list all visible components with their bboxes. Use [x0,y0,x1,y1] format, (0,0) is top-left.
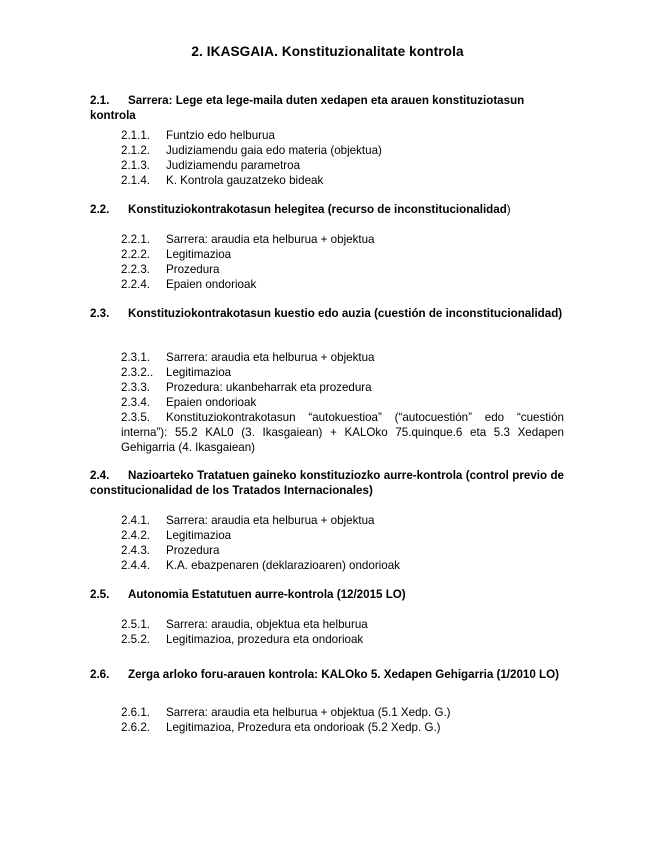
item-number: 2.1.4. [121,174,151,187]
section-heading-2-3 [90,306,564,321]
item-text: Sarrera: araudia eta helburua + objektua (5.1 Xedp. G.) [166,706,451,719]
list-item [121,143,564,158]
section-heading-text: Autonomia Estatutuen aurre-kontrola (12/2015 LO) [128,588,406,601]
page-title-prefix: 2. IKASGAIA [191,44,275,59]
section-heading-text: Sarrera: Lege eta lege-maila duten xedapen eta arauen konstituziotasun kontrola [90,94,525,122]
section-heading-text: Zerga arloko foru-arauen kontrola: KALOko 5. Xedapen Gehigarria (1/2010 LO) [128,668,560,681]
list-item [121,513,564,528]
section-heading-2-1 [90,93,564,123]
item-number: 2.2.2. [121,248,151,261]
item-text: K.A. ebazpenaren (deklarazioaren) ondorioak [166,559,400,572]
item-number: 2.3.3. [121,381,151,394]
item-number: 2.3.2.. [121,366,154,379]
item-number: 2.4.3. [121,544,151,557]
section-items-2-1 [121,128,564,188]
item-number: 2.1.1. [121,129,151,142]
section-number: 2.3. [90,307,110,320]
item-number: 2.3.5. [121,411,151,424]
list-item [121,128,564,143]
list-item [121,558,564,573]
list-item [121,528,564,543]
section-heading-2-2 [90,202,564,217]
section-number: 2.1. [90,94,110,107]
item-text: Konstituziokontrakotasun “autokuestioa” (“autocuestión” edo “cuestión interna”): 55.2 KAL0 (3. Ikasgaiean) + KALOko 75.quinque.6 eta 5.3 Xedapen Gehigarria (4. Ikasgaiean) [121,411,564,454]
item-text: Epaien ondorioak [166,396,257,409]
section-items-2-6 [121,705,564,735]
section-heading-2-5 [90,587,564,602]
item-number: 2.3.1. [121,351,151,364]
page-title [0,44,655,59]
section-items-2-2 [121,232,564,292]
item-number: 2.2.4. [121,278,151,291]
list-item [121,365,564,380]
section-number: 2.4. [90,469,110,482]
list-item [121,232,564,247]
item-number: 2.4.4. [121,559,151,572]
section-items-2-3-long [90,410,564,455]
item-text: Legitimazioa [166,529,232,542]
item-text: Legitimazioa, Prozedura eta ondorioak (5.2 Xedp. G.) [166,721,441,734]
item-number: 2.2.3. [121,263,151,276]
list-item [121,705,564,720]
item-number: 2.2.1. [121,233,151,246]
list-item [121,158,564,173]
item-text: Funtzio edo helburua [166,129,275,142]
item-number: 2.1.2. [121,144,151,157]
item-number: 2.6.2. [121,721,151,734]
item-text: Legitimazioa [166,366,232,379]
item-number: 2.6.1. [121,706,151,719]
item-text: Prozedura: ukanbeharrak eta prozedura [166,381,372,394]
page-title-rest: . Konstituzionalitate kontrola [274,44,464,59]
list-item-wrapped [90,410,564,455]
item-text: Sarrera: araudia eta helburua + objektua [166,351,375,364]
section-number: 2.5. [90,588,110,601]
item-number: 2.4.1. [121,514,151,527]
item-text: Epaien ondorioak [166,278,257,291]
section-heading-2-4 [90,468,564,498]
section-items-2-4 [121,513,564,573]
item-number: 2.3.4. [121,396,151,409]
item-text: Legitimazioa, prozedura eta ondorioak [166,633,364,646]
item-text: Legitimazioa [166,248,232,261]
list-item [121,380,564,395]
item-text: Judiziamendu gaia edo materia (objektua) [166,144,382,157]
list-item [121,617,564,632]
item-number: 2.4.2. [121,529,151,542]
list-item [121,395,564,410]
list-item [121,173,564,188]
section-items-2-3 [121,350,564,410]
item-text: Prozedura [166,544,220,557]
list-item [121,632,564,647]
list-item [121,247,564,262]
item-number: 2.5.2. [121,633,151,646]
list-item [121,277,564,292]
section-heading-text: Konstituziokontrakotasun helegitea (recurso de inconstitucionalidad [128,203,507,216]
item-text: K. Kontrola gauzatzeko bideak [166,174,324,187]
item-text: Sarrera: araudia eta helburua + objektua [166,233,375,246]
section-heading-tail: ) [506,203,511,216]
section-heading-text: Konstituziokontrakotasun kuestio edo auzia (cuestión de inconstitucionalidad) [128,307,563,320]
section-number: 2.2. [90,203,110,216]
list-item [121,720,564,735]
section-heading-text: Nazioarteko Tratatuen gaineko konstituziozko aurre-kontrola (control previo de constitucionalidad de los Tratados Internacionales) [90,469,564,497]
section-heading-2-6 [90,667,564,682]
item-text: Judiziamendu parametroa [166,159,301,172]
list-item [121,350,564,365]
item-text: Sarrera: araudia eta helburua + objektua [166,514,375,527]
list-item [121,543,564,558]
item-number: 2.1.3. [121,159,151,172]
section-number: 2.6. [90,668,110,681]
list-item [121,262,564,277]
item-number: 2.5.1. [121,618,151,631]
item-text: Prozedura [166,263,220,276]
item-text: Sarrera: araudia, objektua eta helburua [166,618,368,631]
section-items-2-5 [121,617,564,647]
